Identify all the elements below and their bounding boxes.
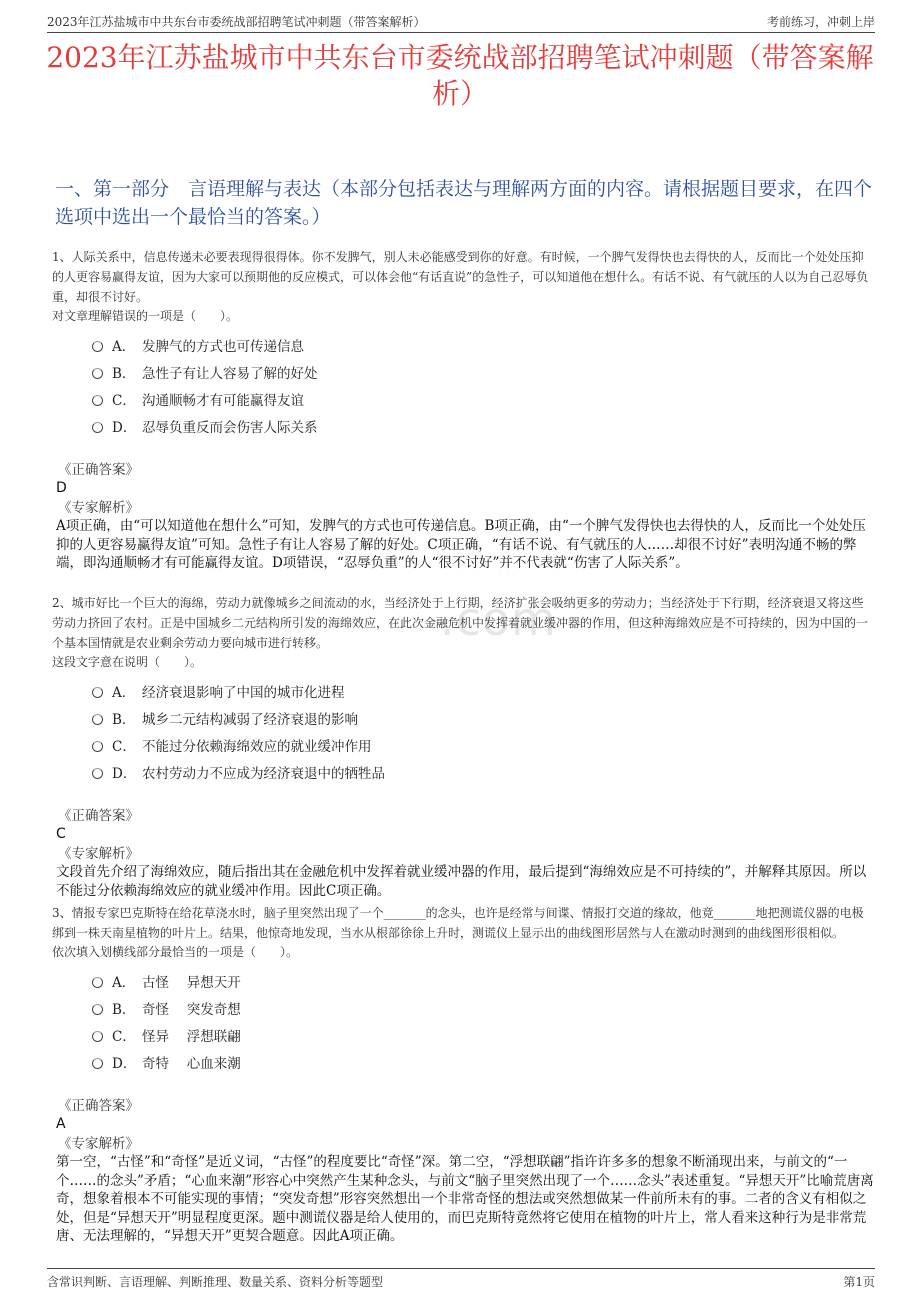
radio-icon[interactable]: [92, 341, 103, 352]
option-list: [52, 967, 875, 1075]
option-letter: D．: [112, 419, 137, 436]
option-text: 经济衰退影响了中国的城市化进程: [142, 684, 345, 701]
option-text: 农村劳动力不应成为经济衰退中的牺牲品: [142, 765, 385, 782]
radio-icon[interactable]: [92, 368, 103, 379]
footer-description: 含常识判断、言语理解、判断推理、数量关系、资料分析等题型: [47, 1275, 384, 1289]
page-header: [47, 10, 875, 33]
option-letter: B．: [112, 711, 136, 728]
option-c[interactable]: [92, 385, 875, 412]
section-title: 一、第一部分 言语理解与表达（本部分包括表达与理解两方面的内容。请根据题目要求，在四个选项中选出一个最恰当的答案。）: [55, 178, 873, 228]
option-b[interactable]: [92, 994, 875, 1021]
option-letter: B．: [112, 365, 136, 382]
option-d[interactable]: [92, 1048, 875, 1075]
radio-icon[interactable]: [92, 741, 103, 752]
option-text: 城乡二元结构减弱了经济衰退的影响: [142, 711, 358, 728]
option-text: 古怪 异想天开: [142, 974, 241, 991]
option-letter: A．: [112, 974, 136, 991]
option-b[interactable]: [92, 704, 875, 731]
option-list: [52, 677, 875, 785]
answer-label: 《正确答案》: [58, 462, 139, 478]
option-a[interactable]: [92, 967, 875, 994]
question-stem: 2、城市好比一个巨大的海绵，劳动力就像城乡之间流动的水，当经济处于上行期，经济扩张会吸纳更多的劳动力；当经济处于下行期，经济衰退又将这些劳动力挤回了农村。正是中国城乡二元结构所引发的海绵效应，在此次金融危机中发挥着就业缓冲器的作用，但这种海绵效应是不可持续的，因为中国的一个基本国情就是农业剩余劳动力要向城市进行转移。: [52, 596, 869, 650]
explanation-text: 文段首先介绍了海绵效应，随后指出其在金融危机中发挥着就业缓冲器的作用，最后提到“海绵效应是不可持续的”，并解释其原因。所以不能过分依赖海绵效应的就业缓冲作用。因此C项正确。: [56, 864, 867, 899]
answer-label: 《正确答案》: [58, 1098, 139, 1114]
answer-value: C: [56, 826, 66, 842]
explanation-text: A项正确，由“可以知道他在想什么”可知，发脾气的方式也可传递信息。B项正确，由“一个脾气发得快也去得快的人，反而比一个处处压抑的人更容易赢得友谊”可知。急性子有让人容易了解的好处。C项正确，“有话不说、有气就压的人……却很不讨好”表明沟通不畅的弊端，即沟通顺畅才有可能赢得友谊。D项错误，“忍辱负重”的人“很不讨好”并不代表就“伤害了人际关系”。: [56, 518, 866, 571]
option-d[interactable]: [92, 412, 875, 439]
option-c[interactable]: [92, 1021, 875, 1048]
option-letter: D．: [112, 1055, 137, 1072]
radio-icon[interactable]: [92, 1031, 103, 1042]
option-text: 沟通顺畅才有可能赢得友谊: [142, 392, 304, 409]
option-text: 怪异 浮想联翩: [142, 1028, 241, 1045]
header-doc-title: 2023年江苏盐城市中共东台市委统战部招聘笔试冲刺题（带答案解析）: [47, 15, 426, 29]
header-slogan: 考前练习，冲刺上岸: [766, 15, 875, 29]
radio-icon[interactable]: [92, 1058, 103, 1069]
option-letter: B．: [112, 1001, 136, 1018]
option-text: 奇怪 突发奇想: [142, 1001, 241, 1018]
explanation-text: 第一空，“古怪”和“奇怪”是近义词，“古怪”的程度要比“奇怪”深。第二空，“浮想联翩”指许许多多的想象不断涌现出来，与前文的“一个……的念头”矛盾；“心血来潮”形容心中突然产生某种念头，与前文“脑子里突然出现了一个……念头”表述重复。“异想天开”比喻荒唐离奇，想象着根本不可能实现的事情；“突发奇想”形容突然想出一个非常奇怪的想法或突然想做某一件前所未有的事。二者的含义有相似之处，但是“异想天开”明显程度更深。题中测谎仪器是给人使用的，而巴克斯特竟然将它使用在植物的叶片上，常人看来这种行为是非常荒唐、无法理解的，“异想天开”更契合题意。因此A项正确。: [56, 1154, 874, 1244]
document-title: 2023年江苏盐城市中共东台市委统战部招聘笔试冲刺题（带答案解析）: [46, 41, 874, 110]
option-text: 忍辱负重反而会伤害人际关系: [142, 419, 318, 436]
radio-icon[interactable]: [92, 1004, 103, 1015]
watermark: .com: [440, 592, 557, 646]
option-letter: C．: [112, 1028, 136, 1045]
question-1: [52, 247, 875, 573]
radio-icon[interactable]: [92, 714, 103, 725]
explanation-label: 《专家解析》: [58, 1136, 139, 1152]
option-text: 奇特 心血来潮: [142, 1055, 241, 1072]
question-3: [52, 903, 875, 1246]
answer-label: 《正确答案》: [58, 808, 139, 824]
question-stem: 1、人际关系中，信息传递未必要表现得很得体。你不发脾气，别人未必能感受到你的好意。有时候，一个脾气发得快也去得快的人，反而比一个处处压抑的人更容易赢得友谊，因为大家可以预期他的反应模式，可以体会他“有话直说”的急性子，可以知道他在想什么。有话不说、有气就压的人以为自己忍辱负重，却很不讨好。: [52, 250, 869, 304]
option-text: 不能过分依赖海绵效应的就业缓冲作用: [142, 738, 372, 755]
explanation-label: 《专家解析》: [58, 500, 139, 516]
option-d[interactable]: [92, 758, 875, 785]
explanation-label: 《专家解析》: [58, 846, 139, 862]
question-2: [52, 593, 875, 900]
option-letter: C．: [112, 738, 136, 755]
question-stem: 3、情报专家巴克斯特在给花草浇水时，脑子里突然出现了一个_______的念头，也许是经常与间谍、情报打交道的缘故，他竟_______地把测谎仪器的电极绑到一株天南星植物的叶片上。结果，他惊奇地发现，当水从根部徐徐上升时，测谎仪上显示出的曲线图形居然与人在激动时测到的曲线图形很相似。: [52, 906, 864, 940]
option-a[interactable]: [92, 331, 875, 358]
question-ask: 这段文字意在说明（ ）。: [52, 655, 203, 669]
option-list: [52, 331, 875, 439]
radio-icon[interactable]: [92, 687, 103, 698]
option-letter: C．: [112, 392, 136, 409]
radio-icon[interactable]: [92, 395, 103, 406]
answer-value: A: [56, 1116, 66, 1132]
page-number: 第1页: [843, 1275, 875, 1289]
radio-icon[interactable]: [92, 422, 103, 433]
question-ask: 对文章理解错误的一项是（ ）。: [52, 309, 239, 323]
option-letter: D．: [112, 765, 137, 782]
option-letter: A．: [112, 338, 136, 355]
question-ask: 依次填入划横线部分最恰当的一项是（ ）。: [52, 945, 299, 959]
option-text: 发脾气的方式也可传递信息: [142, 338, 304, 355]
page-footer: [47, 1268, 875, 1291]
option-c[interactable]: [92, 731, 875, 758]
option-a[interactable]: [92, 677, 875, 704]
option-letter: A．: [112, 684, 136, 701]
option-b[interactable]: [92, 358, 875, 385]
answer-value: D: [56, 480, 67, 496]
radio-icon[interactable]: [92, 977, 103, 988]
radio-icon[interactable]: [92, 768, 103, 779]
option-text: 急性子有让人容易了解的好处: [142, 365, 318, 382]
